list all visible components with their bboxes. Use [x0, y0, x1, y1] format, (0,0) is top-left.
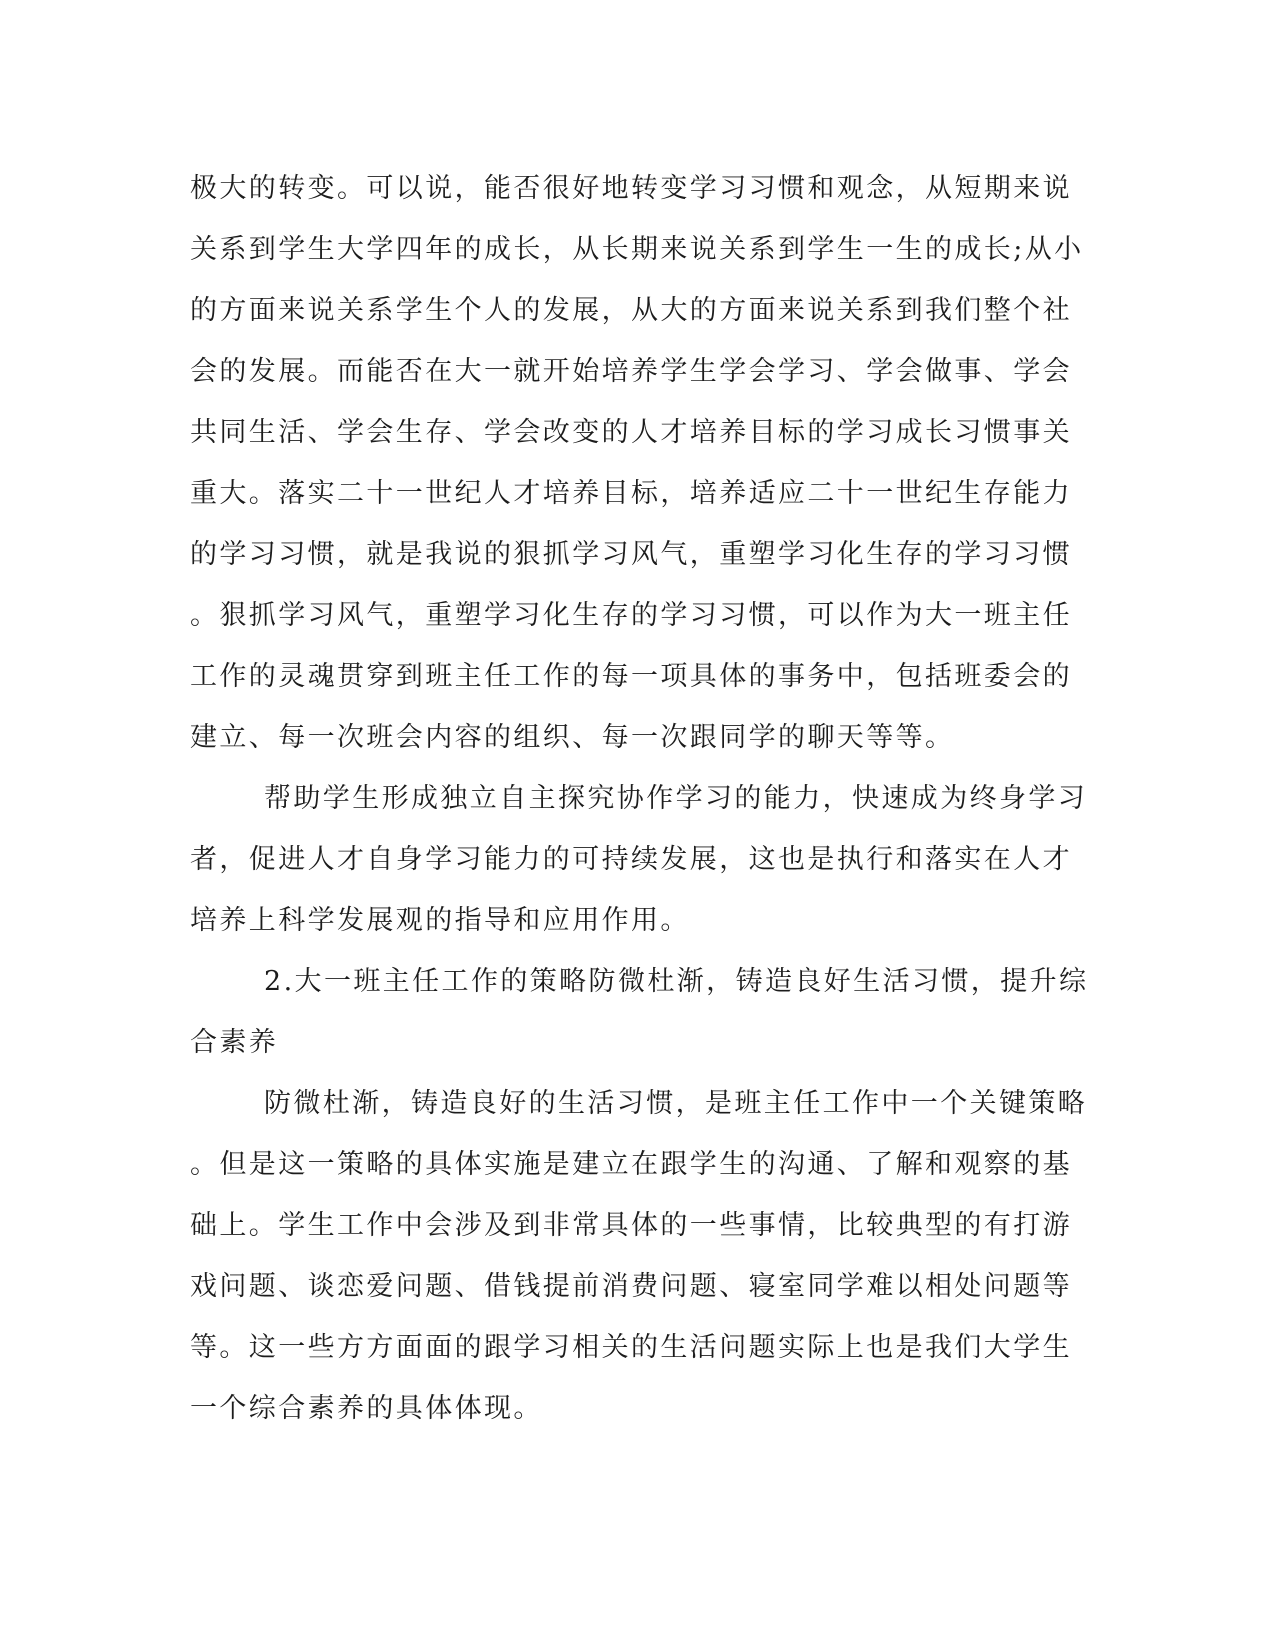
section-heading-line: 合素养	[190, 1027, 279, 1058]
text-line: 极大的转变。可以说，能否很好地转变学习习惯和观念，从短期来说	[190, 173, 1072, 204]
text-line: 会的发展。而能否在大一就开始培养学生学会学习、学会做事、学会	[190, 356, 1072, 387]
text-line: 共同生活、学会生存、学会改变的人才培养目标的学习成长习惯事关	[190, 417, 1072, 448]
document-body	[190, 158, 1089, 1439]
paragraph-start-line: 防微杜渐，铸造良好的生活习惯，是班主任工作中一个关键策略	[264, 1088, 1088, 1119]
text-line: 关系到学生大学四年的成长，从长期来说关系到学生一生的成长;从小	[190, 234, 1084, 265]
text-line: 工作的灵魂贯穿到班主任工作的每一项具体的事务中，包括班委会的	[190, 661, 1072, 692]
text-line: 一个综合素养的具体体现。	[190, 1393, 543, 1424]
text-line: 等。这一些方方面面的跟学习相关的生活问题实际上也是我们大学生	[190, 1332, 1072, 1363]
text-line: 。狠抓学习风气，重塑学习化生存的学习习惯，可以作为大一班主任	[190, 600, 1072, 631]
text-line: 戏问题、谈恋爱问题、借钱提前消费问题、寝室同学难以相处问题等	[190, 1271, 1072, 1302]
text-line: 培养上科学发展观的指导和应用作用。	[190, 905, 690, 936]
text-line: 的学习习惯，就是我说的狠抓学习风气，重塑学习化生存的学习习惯	[190, 539, 1072, 570]
paragraph-start-line: 帮助学生形成独立自主探究协作学习的能力，快速成为终身学习	[264, 783, 1088, 814]
text-line: 重大。落实二十一世纪人才培养目标，培养适应二十一世纪生存能力	[190, 478, 1072, 509]
text-line: 的方面来说关系学生个人的发展，从大的方面来说关系到我们整个社	[190, 295, 1072, 326]
text-line: 础上。学生工作中会涉及到非常具体的一些事情，比较典型的有打游	[190, 1210, 1072, 1241]
text-line: 。但是这一策略的具体实施是建立在跟学生的沟通、了解和观察的基	[190, 1149, 1072, 1180]
text-line: 建立、每一次班会内容的组织、每一次跟同学的聊天等等。	[190, 722, 955, 753]
section-heading-line: 2.大一班主任工作的策略防微杜渐，铸造良好生活习惯，提升综	[264, 966, 1089, 997]
text-line: 者，促进人才自身学习能力的可持续发展，这也是执行和落实在人才	[190, 844, 1072, 875]
